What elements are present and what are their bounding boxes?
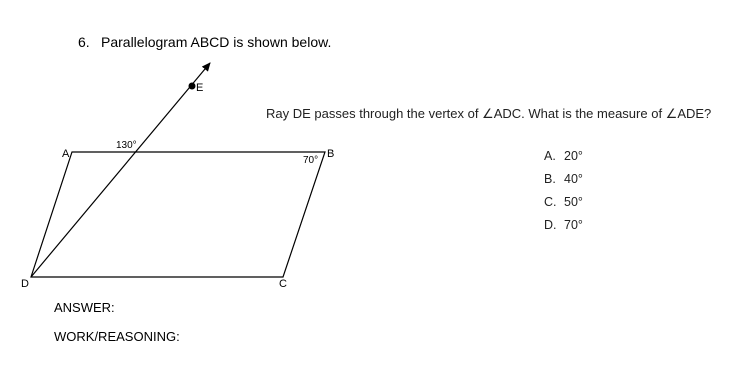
- choice-value: 70°: [564, 218, 583, 232]
- answer-label: ANSWER:: [54, 300, 115, 315]
- angle-a-label: 130°: [116, 140, 137, 151]
- choice-a[interactable]: [544, 149, 583, 163]
- angle-b-label: 70°: [303, 155, 319, 166]
- choice-c[interactable]: [544, 195, 583, 209]
- choice-b[interactable]: [544, 172, 583, 186]
- choice-letter: C.: [544, 195, 557, 209]
- label-point-e: E: [196, 82, 204, 94]
- ray-de: [31, 63, 210, 277]
- parallelogram-abcd: [31, 152, 325, 277]
- choice-letter: A.: [544, 149, 556, 163]
- choice-d[interactable]: [544, 218, 583, 232]
- label-point-c: C: [279, 278, 287, 290]
- label-point-a: A: [62, 148, 70, 160]
- choice-value: 50°: [564, 195, 583, 209]
- label-point-d: D: [21, 278, 29, 290]
- point-e-dot: [189, 83, 196, 90]
- choice-value: 20°: [564, 149, 583, 163]
- label-point-b: B: [327, 148, 335, 160]
- choice-letter: B.: [544, 172, 556, 186]
- question-text: Ray DE passes through the vertex of ∠ADC. What is the measure of ∠ADE?: [266, 106, 712, 121]
- question-number: 6.: [78, 34, 90, 50]
- choice-value: 40°: [564, 172, 583, 186]
- choice-letter: D.: [544, 218, 557, 232]
- work-reasoning-label: WORK/REASONING:: [54, 329, 180, 344]
- question-prompt: Parallelogram ABCD is shown below.: [101, 34, 332, 50]
